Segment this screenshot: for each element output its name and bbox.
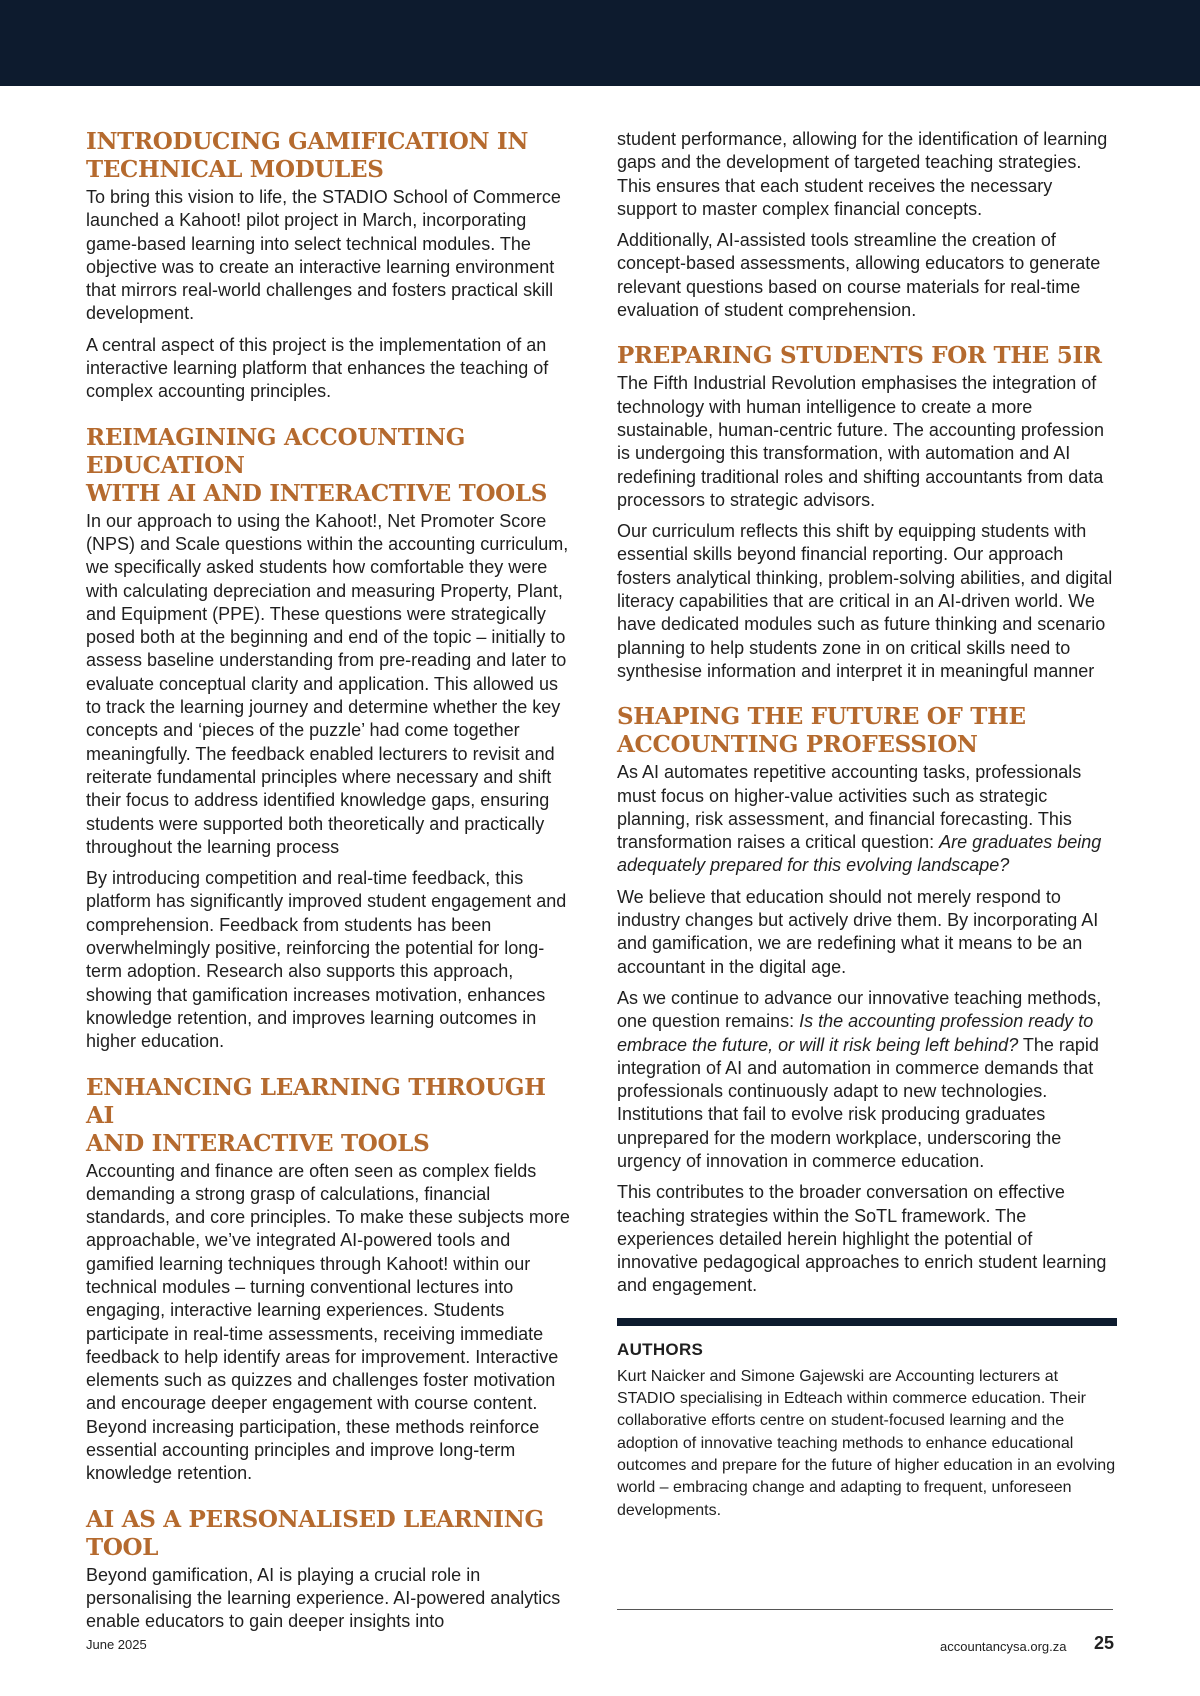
paragraph: Accounting and finance are often seen as complex fields demanding a strong grasp of calculations, financial standards, and core principles. To make these subjects more approachable, we’ve integrated AI-powered tools and gamified learning techniques through Kahoot! within our technical modules – turning conventional lectures into engaging, interactive learning experiences. Students participate in real-time assessments, receiving immediate feedback to help identify areas for improvement. Interactive elements such as quizzes and challenges foster motivation and encourage deeper engagement with course content. Beyond increasing participation, these methods reinforce essential accounting principles and improve long-term knowledge retention. xyxy=(86,1160,570,1484)
paragraph: In our approach to using the Kahoot!, Net Promoter Score (NPS) and Scale questions within the accounting curriculum, we specifically asked students how comfortable they were with calculating depreciation and measuring Property, Plant, and Equipment (PPE). These questions were strategically posed both at the beginning and end of the topic – initially to assess baseline understanding from pre-reading and later to evaluate conceptual clarity and application. This allowed us to track the learning journey and determine whether the key concepts and ‘pieces of the puzzle’ had come together meaningfully. The feedback enabled lecturers to revisit and reiterate fundamental principles where necessary and shift their focus to address identified knowledge gaps, ensuring students were supported both theoretically and practically throughout the learning process xyxy=(86,510,569,857)
section-heading-shaping: SHAPING THE FUTURE OF THE ACCOUNTING PROFESSION xyxy=(617,703,1026,759)
authors-bio: Kurt Naicker and Simone Gajewski are Accounting lecturers at STADIO specialising in Edteach within commerce education. Their collaborative efforts centre on student-focused learning and the adoption of innovative teaching methods to enhance educational outcomes and prepare for the future of higher education in an evolving world – embracing change and adapting to frequent, unforeseen developments. xyxy=(617,1367,1116,1519)
paragraph: We believe that education should not merely respond to industry changes but actively drive them. By incorporating AI and gamification, we are redefining what it means to be an accountant in the digital age. xyxy=(617,886,1099,977)
authors-heading: AUTHORS xyxy=(617,1339,704,1359)
section-heading-personalised: AI AS A PERSONALISED LEARNING TOOL xyxy=(86,1505,544,1561)
paragraph: By introducing competition and real-time feedback, this platform has significantly improved student engagement and comprehension. Feedback from students has been overwhelmingly positive, reinforcing the potential for long-term adoption. Research also supports this approach, showing that gamification increases motivation, enhances knowledge retention, and improves learning outcomes in higher education. xyxy=(86,868,567,1052)
top-banner xyxy=(0,0,1200,86)
paragraph: A central aspect of this project is the implementation of an interactive learning platform that enhances the teaching of complex accounting principles. xyxy=(86,334,549,402)
emphasis-question: Are graduates being adequately prepared for this evolving landscape? xyxy=(617,832,1102,876)
paragraph: This contributes to the broader conversation on effective teaching strategies within the SoTL framework. The experiences detailed herein highlight the potential of innovative pedagogical approaches to enrich student learning and engagement. xyxy=(617,1182,1107,1296)
paragraph: student performance, allowing for the identification of learning gaps and the development of targeted teaching strategies. This ensures that each student receives the necessary support to master complex financial concepts. xyxy=(617,129,1108,219)
paragraph: Our curriculum reflects this shift by equipping students with essential skills beyond financial reporting. Our approach fosters analytical thinking, problem-solving abilities, and digital literacy capabilities that are critical in an AI-driven world. We have dedicated modules such as future thinking and scenario planning to help students zone in on critical skills need to synthesise information and interpret it in meaningful manner xyxy=(617,521,1113,681)
issue-date: June 2025 xyxy=(86,1637,147,1652)
right-column xyxy=(617,128,1117,1522)
paragraph: Additionally, AI-assisted tools streamline the creation of concept-based assessments, allowing educators to generate relevant questions based on course materials for real-time evaluation of student comprehension. xyxy=(617,230,1101,321)
left-column xyxy=(86,128,576,1642)
paragraph: As AI automates repetitive accounting tasks, professionals must focus on higher-value activities such as strategic planning, risk assessment, and financial forecasting. This transformation raises a critical question: Are graduates being adequately prepared for this evolving landscape? xyxy=(617,762,1102,876)
page-number: 25 xyxy=(1094,1633,1115,1653)
paragraph: The Fifth Industrial Revolution emphasises the integration of technology with human intelligence to create a more sustainable, human-centric future. The accounting profession is undergoing this transformation, with automation and AI redefining traditional roles and shifting accountants from data processors to strategic advisors. xyxy=(617,373,1104,510)
section-heading-enhancing: ENHANCING LEARNING THROUGH AI AND INTERACTIVE TOOLS xyxy=(86,1073,546,1157)
paragraph: To bring this vision to life, the STADIO School of Commerce launched a Kahoot! pilot project in March, incorporating game-based learning into select technical modules. The objective was to create an interactive learning environment that mirrors real-world challenges and fosters practical skill development. xyxy=(86,187,561,324)
section-heading-reimagining: REIMAGINING ACCOUNTING EDUCATION WITH AI AND INTERACTIVE TOOLS xyxy=(86,423,548,507)
footer-divider xyxy=(617,1609,1113,1610)
authors-divider xyxy=(617,1318,1117,1326)
emphasis-question: Is the accounting profession ready to embrace the future, or will it risk being left behind? xyxy=(617,1011,1094,1055)
paragraph: Beyond gamification, AI is playing a crucial role in personalising the learning experience. AI-powered analytics enable educators to gain deeper insights into xyxy=(86,1564,561,1632)
site-link[interactable]: accountancysa.org.za xyxy=(940,1639,1067,1654)
section-heading-gamification: INTRODUCING GAMIFICATION IN TECHNICAL MODULES xyxy=(86,128,529,183)
paragraph: As we continue to advance our innovative teaching methods, one question remains: Is the accounting profession ready to embrace the future, or will it risk being left behind? The rapid integration of AI and automation in commerce demands that professionals continuously adapt to new technologies. Institutions that fail to evolve risk producing graduates unprepared for the modern workplace, underscoring the urgency of innovation in commerce education. xyxy=(617,987,1102,1171)
section-heading-5ir: PREPARING STUDENTS FOR THE 5IR xyxy=(617,342,1102,370)
